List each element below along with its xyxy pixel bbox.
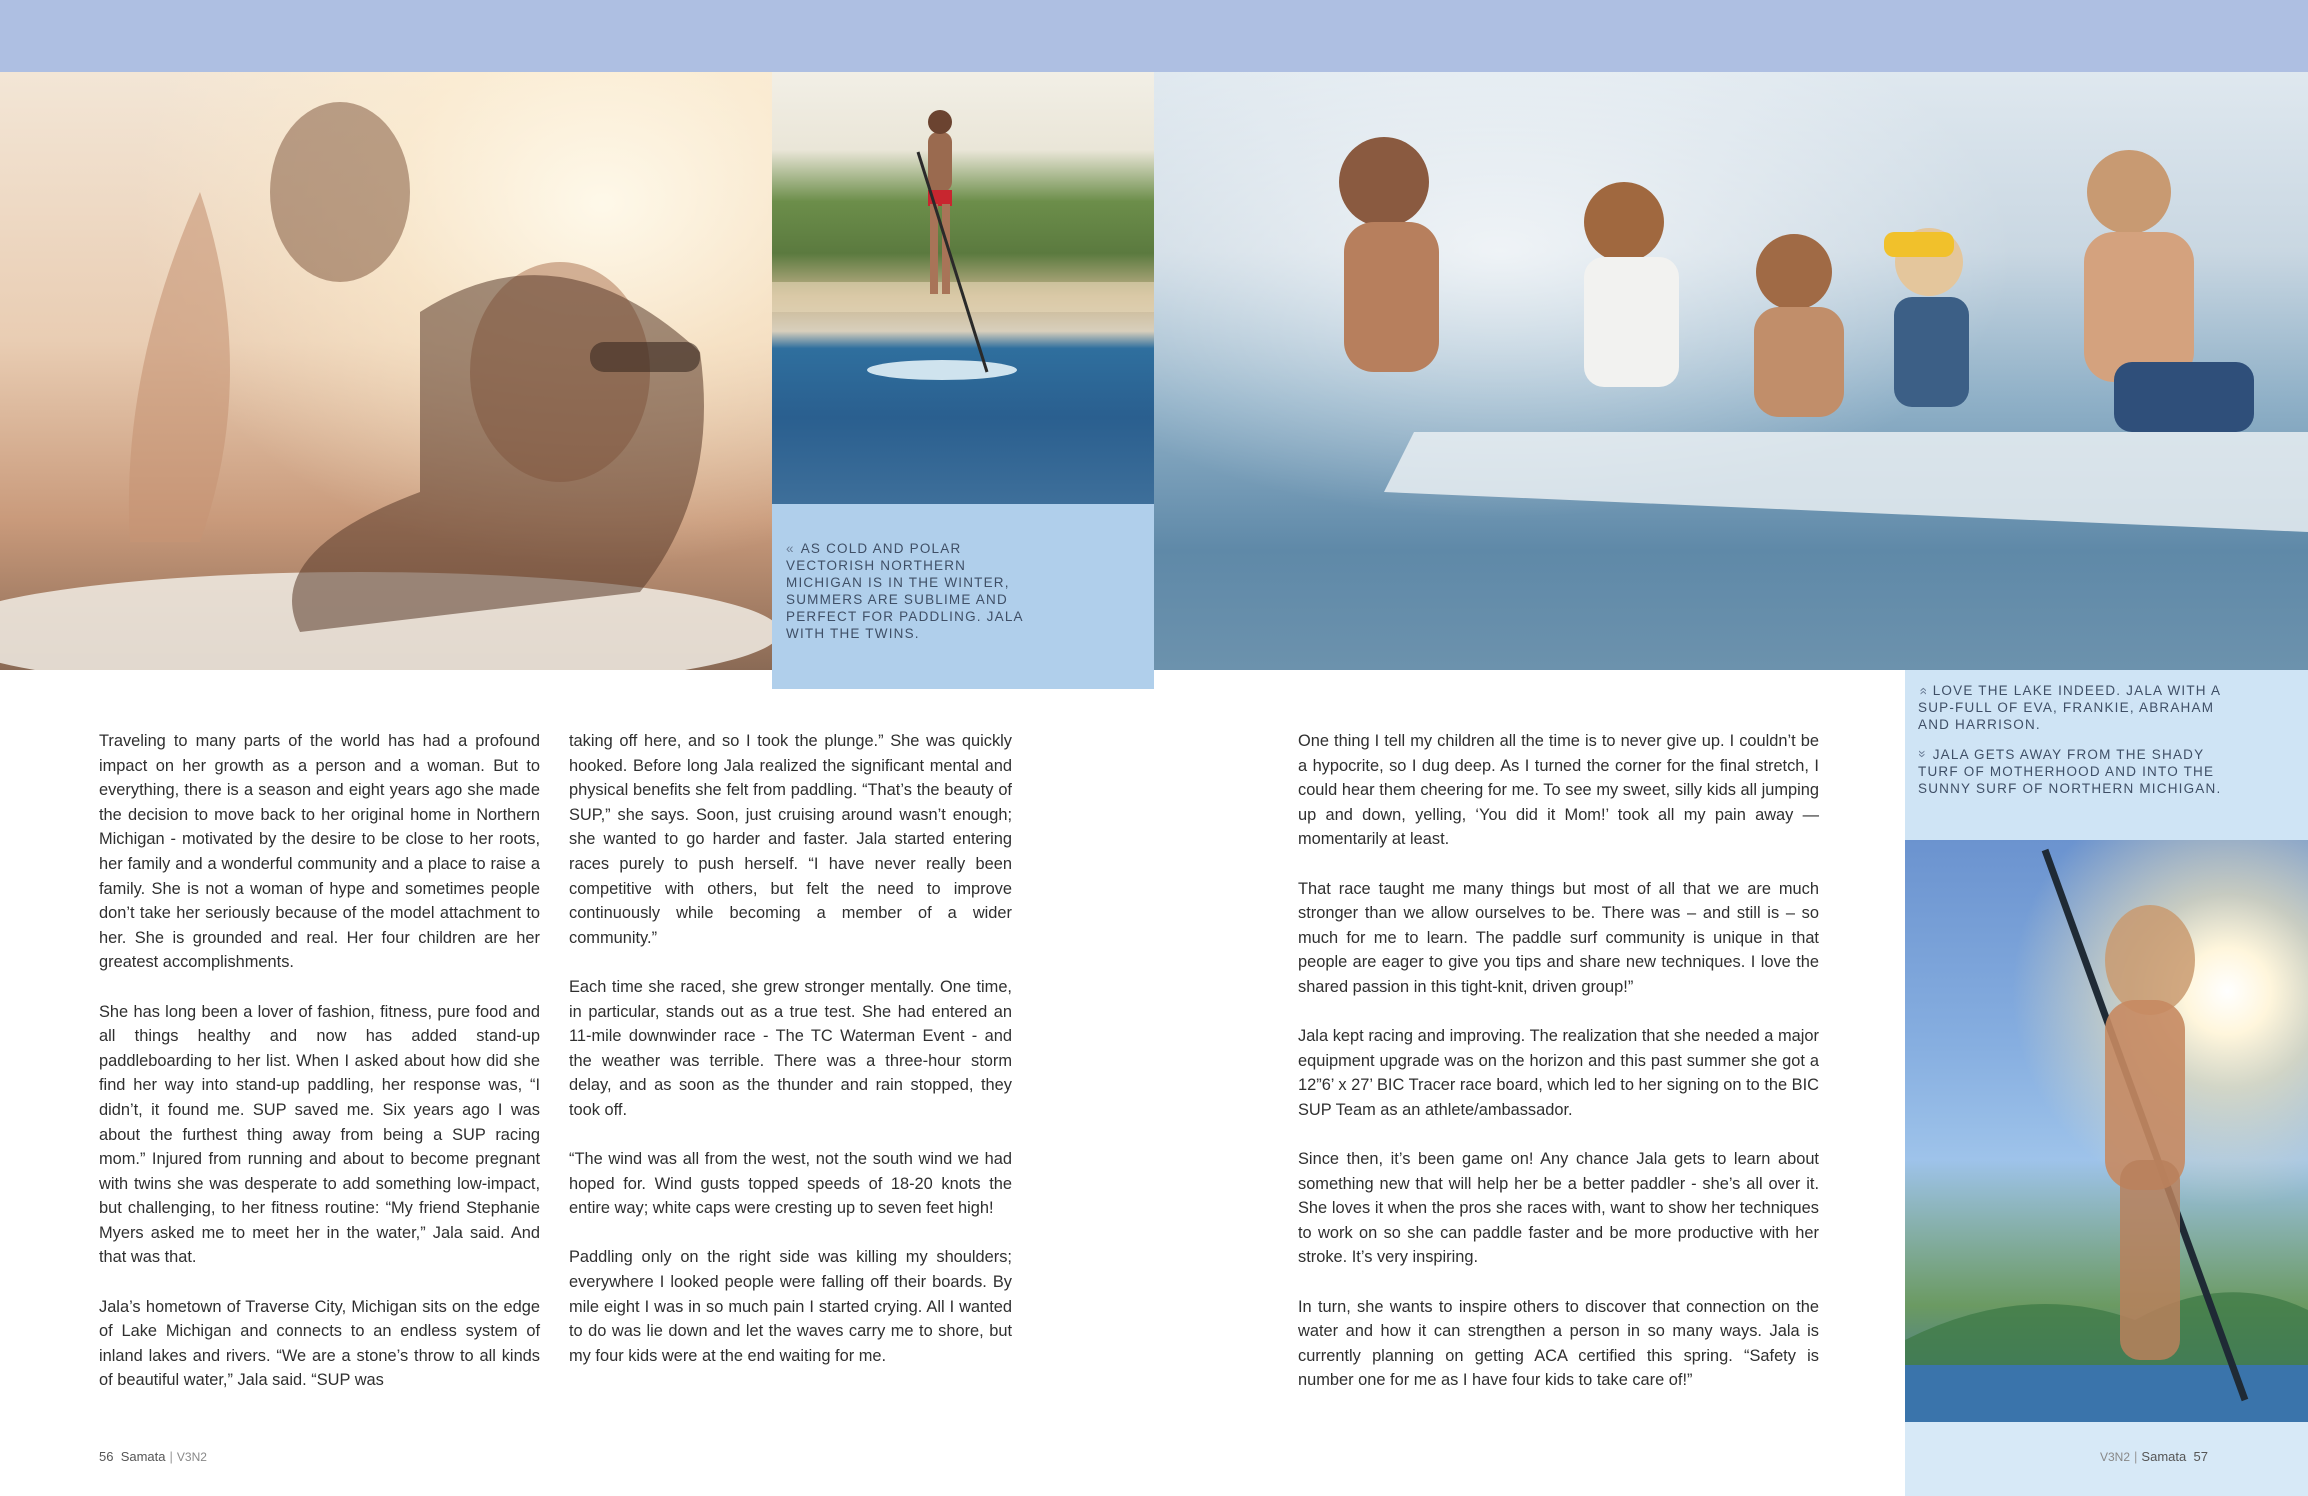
article-column-3	[1298, 729, 1819, 1418]
article-paragraph: Jala kept racing and improving. The realization that she needed a major equipment upgrade was on the horizon and this past summer she got a 12”6’ x 27’ BIC Tracer race board, which led to her signing on to the BIC SUP Team as an athlete/ambassador.	[1298, 1027, 1819, 1119]
mother-on-board-photo	[0, 72, 772, 670]
article-paragraph: Traveling to many parts of the world has had a profound impact on her growth as a person and a woman. But to everything, there is a season and eight years ago she made the decision to move back to her original home in Northern Michigan - motivated by the desire to be close to her roots, her family and a wonderful community and a place to raise a family. She is not a woman of hype and sometimes people don’t take her seriously because of the model attachment to her. She is grounded and real. Her four children are her greatest accomplishments.	[99, 732, 540, 972]
caption-right-2	[1914, 746, 2248, 797]
family-on-board-photo	[1154, 72, 2308, 670]
page-number-right: 57	[2193, 1449, 2208, 1464]
folio-separator: |	[2134, 1449, 2138, 1464]
article-paragraph: taking off here, and so I took the plunge.” She was quickly hooked. Before long Jala realized the significant mental and physical benefits she felt from paddling. “That’s the beauty of SUP,” she says. Soon, just cruising around wasn’t enough; she wanted to go harder and faster. Jala started entering races purely to push herself. “I have never really been competitive with others, but felt the need to improve continuously while becoming a member of a wider community.”	[569, 732, 1012, 947]
paddler-sunlight-photo	[1905, 840, 2308, 1422]
article-paragraph: Jala’s hometown of Traverse City, Michigan sits on the edge of Lake Michigan and connects to an endless system of inland lakes and rivers. “We are a stone’s throw to all kinds of beautiful water,” Jala said. “SUP was	[99, 1297, 540, 1390]
folio-left	[99, 1449, 207, 1464]
caption-arrow-down-icon: »	[1914, 750, 1930, 759]
article-paragraph: That race taught me many things but most of all that we are much stronger than we allow ourselves to be. There was – and still is – so much for me to learn. The paddle surf community is unique in that people are eager to give you tips and share new techniques. I love the shared passion in this tight-knit, driven group!”	[1298, 879, 1819, 996]
article-paragraph: She has long been a lover of fashion, fitness, pure food and all things healthy and now has added stand-up paddleboarding to her list. When I asked about how did she find her way into stand-up paddling, her response was, “I didn’t, it found me. SUP saved me. Six years ago I was about the furthest thing away from being a SUP racing mom.” Injured from running and about to become pregnant with twins she was desperate to add something low-impact, but challenging, to her fitness routine: “My friend Stephanie Myers asked me to meet her in the water,” Jala said. And that was that.	[99, 1002, 540, 1267]
article-column-1	[99, 729, 540, 1418]
caption-right-1-text: LOVE THE LAKE INDEED. JALA WITH A SUP-FULL OF EVA, FRANKIE, ABRAHAM AND HARRISON.	[1918, 683, 2221, 732]
caption-arrow-up-icon: »	[1914, 686, 1930, 695]
article-paragraph: Paddling only on the right side was killing my shoulders; everywhere I looked people were falling off their boards. By mile eight I was in so much pain I started crying. All I wanted to do was lie down and let the waves carry me to shore, but my four kids were at the end waiting for me.	[569, 1248, 1012, 1365]
article-paragraph: Since then, it’s been game on! Any chance Jala gets to learn about something new that will help her be a better paddler - she’s all over it. She loves it when the pros she races with, want to show her techniques to work on so she can paddle faster and be more productive with her stroke. It’s very inspiring.	[1298, 1150, 1819, 1267]
article-paragraph: One thing I tell my children all the time is to never give up. I couldn’t be a hypocrite, so I dug deep. As I turned the corner for the final stretch, I could hear them cheering for me. To see my sweet, silly kids all jumping up and down, yelling, ‘You did it Mom!’ took all my pain away — momentarily at least.	[1298, 732, 1819, 849]
caption-mid	[786, 540, 1036, 642]
article-column-2	[569, 729, 1012, 1393]
article-paragraph: Each time she raced, she grew stronger mentally. One time, in particular, stands out as a true test. She had entered an 11-mile downwinder race - The TC Waterman Event - and the weather was terrible. There was a three-hour storm delay, and as soon as the thunder and rain stopped, they took off.	[569, 977, 1012, 1119]
issue-label-right: V3N2	[2100, 1450, 2131, 1464]
article-paragraph: “The wind was all from the west, not the south wind we had hoped for. Wind gusts topped speeds of 18-20 knots the entire way; white caps were cresting up to seven feet high!	[569, 1150, 1012, 1218]
lake-paddler-illustration	[772, 72, 1154, 504]
issue-label-left: V3N2	[176, 1450, 207, 1464]
caption-right-1	[1914, 682, 2248, 733]
caption-right-2-text: JALA GETS AWAY FROM THE SHADY TURF OF MOTHERHOOD AND INTO THE SUNNY SURF OF NORTHERN MICHIGAN.	[1918, 747, 2222, 796]
folio-right	[2100, 1449, 2208, 1464]
folio-separator: |	[169, 1449, 173, 1464]
caption-mid-text: AS COLD AND POLAR VECTORISH NORTHERN MICHIGAN IS IN THE WINTER, SUMMERS ARE SUBLIME AND PERFECT FOR PADDLING. JALA WITH THE TWINS.	[786, 541, 1023, 641]
page-number-left: 56	[99, 1449, 114, 1464]
magazine-name-right: Samata	[2141, 1449, 2187, 1464]
article-paragraph: In turn, she wants to inspire others to discover that connection on the water and how it can strengthen a person in so many ways. Jala is currently planning on getting ACA certified this spring. “Safety is number one for me as I have four kids to take care of!”	[1298, 1297, 1819, 1390]
lake-paddler-photo	[772, 72, 1154, 504]
family-on-board-illustration	[1154, 72, 2308, 670]
mother-on-board-illustration	[0, 72, 772, 670]
magazine-name-left: Samata	[120, 1449, 166, 1464]
caption-arrow-left-icon: «	[786, 541, 795, 556]
paddler-sunlight-illustration	[1905, 840, 2308, 1422]
